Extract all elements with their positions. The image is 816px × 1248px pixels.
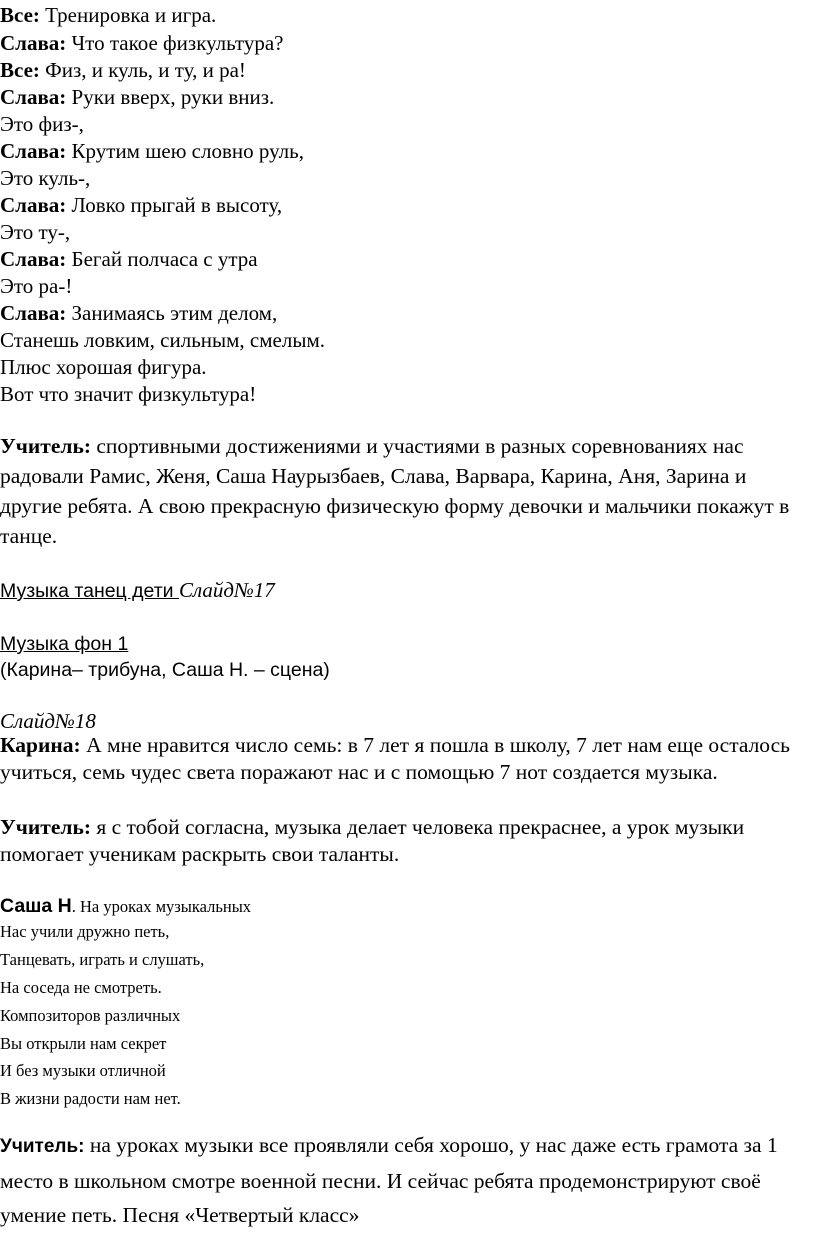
poem-line: Танцевать, играть и слушать, <box>0 950 205 969</box>
poem-line <box>0 300 277 326</box>
poem-line <box>0 892 251 919</box>
poem-line <box>0 192 282 218</box>
line-text: Станешь ловким, сильным, смелым. <box>0 328 325 352</box>
poem-line: Вы открыли нам секрет <box>0 1034 167 1053</box>
line-text: Крутим шею словно руль, <box>66 139 304 163</box>
line-text: Это куль-, <box>0 166 91 190</box>
poem-line <box>0 354 207 380</box>
speaker-label: Слава: <box>0 85 67 109</box>
paragraph-text: на уроках музыки все проявляли себя хорошо, у нас даже есть грамота за 1 место в школьном смотре военной песни. И сейчас ребята продемонстрируют своё умение петь. Песня «Четвертый класс» <box>0 1133 778 1227</box>
poem-line: Композиторов различных <box>0 1006 181 1025</box>
speaker-label: Слава: <box>0 139 67 163</box>
line-text: Ловко прыгай в высоту, <box>66 193 283 217</box>
speaker-label: Все: <box>0 3 40 27</box>
poem-line <box>0 84 274 110</box>
slide-label: Слайд№18 <box>0 709 96 733</box>
speaker-label: Слава: <box>0 193 67 217</box>
speaker-label: Слава: <box>0 247 67 271</box>
speaker-label: Учитель: <box>0 434 91 458</box>
stage-direction <box>0 577 275 604</box>
poem-line <box>0 2 216 28</box>
poem-line: И без музыки отличной <box>0 1061 166 1080</box>
line-text: Вот что значит физкультура! <box>0 382 257 406</box>
speaker-label: Карина: <box>0 733 81 757</box>
speaker-label: Все: <box>0 58 40 82</box>
music-cue: Музыка фон 1 <box>0 633 129 655</box>
paragraph-text: А мне нравится число семь: в 7 лет я пошла в школу, 7 лет нам еще осталось учиться, семь чудес света поражают нас и с помощью 7 нот создается музыка. <box>0 733 790 784</box>
line-text: Физ, и куль, и ту, и ра! <box>39 58 246 82</box>
karina-paragraph <box>0 732 808 786</box>
line-text: Это ра-! <box>0 274 73 298</box>
speaker-label: Слава: <box>0 301 67 325</box>
poem-line: Нас учили дружно петь, <box>0 922 170 941</box>
speaker-label: Учитель: <box>0 1136 85 1157</box>
poem-line <box>0 111 84 137</box>
paragraph-text: спортивными достижениями и участиями в разных соревнованиях нас радовали Рамис, Женя, Саша Наурызбаев, Слава, Варвара, Карина, Аня, Зарина и другие ребята. А свою прекрасную физическую форму девочки и мальчики покажут в танце. <box>0 434 790 548</box>
poem-line <box>0 165 90 191</box>
speaker-label: Учитель: <box>0 815 91 839</box>
poem-line: На соседа не смотреть. <box>0 978 162 997</box>
poem-line <box>0 273 72 299</box>
music-cue: Музыка танец дети <box>0 580 179 602</box>
line-text: Это ту-, <box>0 220 71 244</box>
paragraph-text: я с тобой согласна, музыка делает человека прекраснее, а урок музыки помогает ученикам раскрыть свои таланты. <box>0 815 745 866</box>
poem-line <box>0 219 70 245</box>
stage-note: (Карина– трибуна, Саша Н. – сцена) <box>0 659 330 681</box>
poem-line <box>0 30 283 56</box>
line-text: Это физ-, <box>0 112 84 136</box>
teacher-paragraph <box>0 431 808 551</box>
poem-line: В жизни радости нам нет. <box>0 1089 181 1108</box>
speaker-label: Слава: <box>0 31 67 55</box>
line-text: Что такое физкультура? <box>66 31 284 55</box>
poem-line <box>0 57 246 83</box>
poem-line <box>0 246 258 272</box>
line-text: Занимаясь этим делом, <box>66 301 278 325</box>
slide-label: Слайд№17 <box>178 578 275 602</box>
poem-line <box>0 327 325 353</box>
line-text: Тренировка и игра. <box>39 3 217 27</box>
speaker-label: Саша Н <box>0 895 72 917</box>
line-text: Плюс хорошая фигура. <box>0 355 207 379</box>
line-text: Руки вверх, руки вниз. <box>66 85 275 109</box>
line-text: Бегай полчаса с утра <box>66 247 258 271</box>
poem-line <box>0 381 256 407</box>
teacher-paragraph <box>0 814 808 868</box>
teacher-paragraph <box>0 1128 808 1232</box>
line-text: . На уроках музыкальных <box>71 897 252 916</box>
poem-line <box>0 138 304 164</box>
